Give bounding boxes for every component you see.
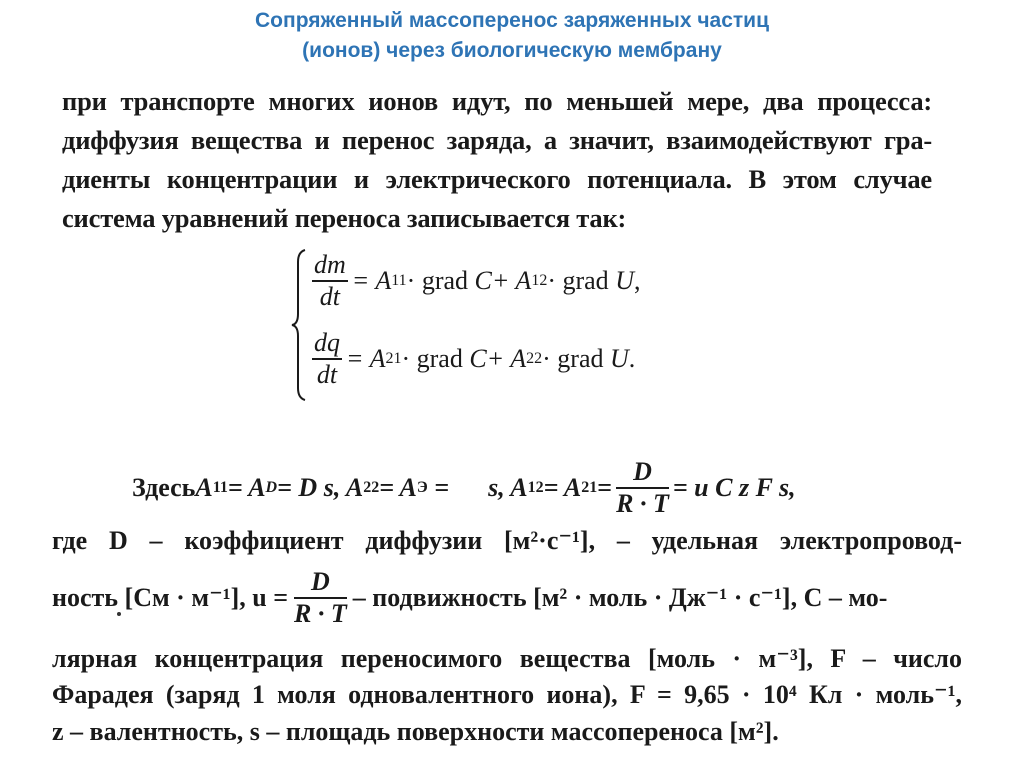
tail-line: лярная концентрация переносимого вещества [моль · м⁻³], F – число [52, 644, 962, 673]
eq-subscript: 22 [526, 350, 543, 367]
here-sub: 22 [363, 479, 380, 496]
tail-line: z – валентность, s – площадь поверхности массопереноса [м²]. [52, 717, 779, 746]
fraction-denominator: R · T [294, 599, 347, 628]
eq-term: C [469, 344, 487, 373]
fraction-dq-dt [312, 328, 342, 390]
intro-line: диенты концентрации и электрического потенциала. В этом случае [62, 164, 932, 194]
eq-term: U [610, 344, 629, 373]
here-text: = s, A [427, 473, 528, 502]
mobility-line [52, 558, 962, 638]
intro-paragraph [62, 82, 932, 238]
eq-subscript: 11 [391, 272, 407, 289]
fraction-numerator: D [311, 567, 330, 596]
here-sub: Э [416, 479, 428, 496]
coefficients-line [132, 448, 972, 528]
eq-term: · grad [401, 344, 463, 373]
fraction-numerator: dm [314, 250, 346, 279]
fraction-numerator: dq [314, 328, 340, 357]
fraction-denominator: R · T [616, 489, 669, 518]
here-text: = A [227, 473, 266, 502]
fraction-denominator: dt [316, 360, 338, 389]
stray-dot [117, 612, 121, 616]
equation-1 [312, 250, 640, 312]
mobility-text: – подвижность [м² · моль · Дж⁻¹ · с⁻¹], C – мо- [352, 583, 888, 612]
here-sub: D [265, 479, 278, 496]
slide-title [0, 6, 1024, 66]
fraction-dm-dt [312, 250, 348, 312]
here-text: A [195, 473, 213, 502]
here-text: = u C z F s, [672, 473, 796, 502]
eq-subscript: 21 [385, 350, 402, 367]
eq-subscript: 12 [531, 272, 548, 289]
eq-term: , [633, 266, 641, 295]
here-sub: 11 [212, 479, 228, 496]
intro-line: система уравнений переноса записывается так: [62, 203, 627, 233]
fraction-numerator: D [633, 457, 652, 486]
intro-line: при транспорте многих ионов идут, по меньшей мере, два процесса: [62, 86, 932, 116]
here-text: = A [379, 473, 417, 502]
title-line-2: (ионов) через биологическую мембрану [302, 39, 722, 62]
eq-term: · grad [406, 266, 469, 295]
mobility-text: ность [См · м⁻¹], u = [52, 583, 289, 612]
eq-term: + A [491, 266, 532, 295]
here-text: = D s, A [277, 473, 364, 502]
here-text: = [597, 473, 613, 502]
eq-term: = A [351, 266, 392, 295]
intro-line: диффузия вещества и перенос заряда, а значит, взаимодействуют гра- [62, 125, 932, 155]
title-line-1: Сопряженный массоперенос заряженных частиц [255, 9, 769, 32]
here-text: Здесь [132, 473, 196, 502]
eq-term: · grad [542, 344, 604, 373]
eq-term: · grad [547, 266, 609, 295]
eq-term: . [628, 344, 636, 373]
fraction-denominator: dt [319, 282, 340, 311]
here-text: = A [543, 473, 582, 502]
eq-term: + A [486, 344, 527, 373]
fraction-d-rt [616, 457, 669, 519]
equation-system [290, 246, 750, 406]
eq-term: U [615, 266, 634, 295]
fraction-d-rt [294, 567, 347, 629]
here-sub: 21 [581, 479, 598, 496]
here-sub: 12 [527, 479, 544, 496]
eq-term: = A [346, 344, 386, 373]
equation-2 [312, 328, 635, 390]
eq-term: C [474, 266, 492, 295]
curly-brace-icon [290, 248, 308, 402]
tail-line: Фарадея (заряд 1 моля одновалентного иона), F = 9,65 · 10⁴ Кл · моль⁻¹, [52, 680, 962, 709]
where-line: где D – коэффициент диффузии [м²·с⁻¹], – удельная электропровод- [52, 526, 962, 555]
